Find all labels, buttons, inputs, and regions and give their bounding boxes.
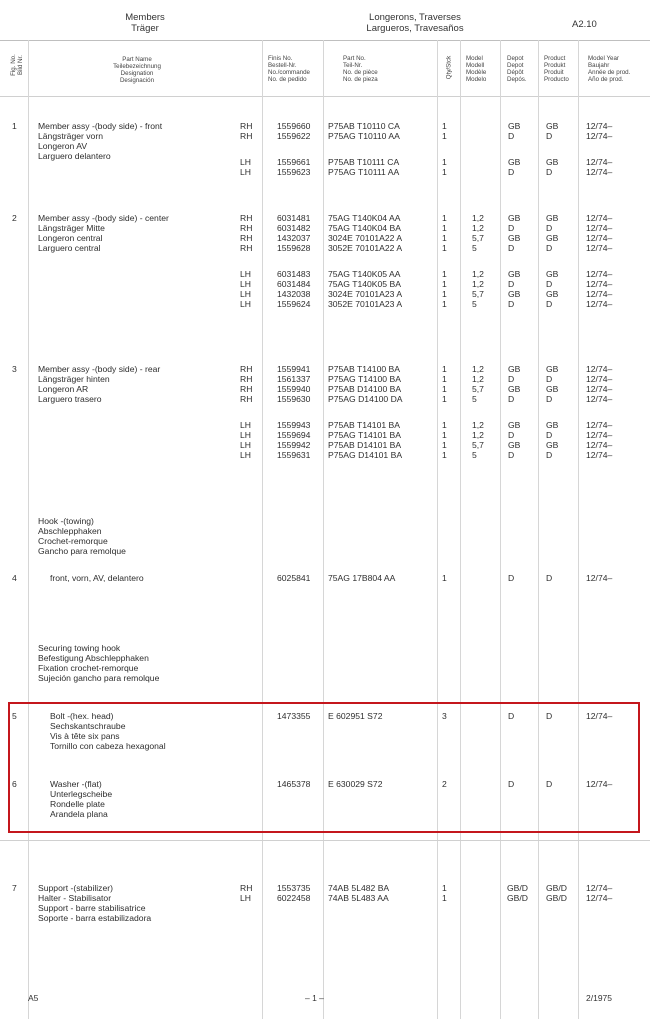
cell-side: RH xyxy=(240,131,253,141)
bolt-names: Bolt -(hex. head) Sechskantschraube Vis à tête six pans Tornillo con cabeza hexagonal xyxy=(50,711,166,751)
cell-part: 75AG T140K04 BA xyxy=(328,223,401,233)
cell-depot: D xyxy=(508,223,515,233)
cell-qty: 1 xyxy=(442,269,447,279)
cell-qty: 1 xyxy=(442,213,447,223)
cell-side: RH xyxy=(240,243,253,253)
cell-depot: GB xyxy=(508,213,521,223)
cell-model: 5,7 xyxy=(472,289,484,299)
col-qty-header: Qty/Stck xyxy=(445,55,453,80)
cell-finis: 6031481 xyxy=(277,213,311,223)
fig-number: 3 xyxy=(12,364,17,374)
support-year: 12/74– 12/74– xyxy=(586,883,613,903)
fig-number: 2 xyxy=(12,213,17,223)
cell-finis: 6031484 xyxy=(277,279,311,289)
cell-side: RH xyxy=(240,213,253,223)
cell-depot: D xyxy=(508,430,515,440)
footer-date: 2/1975 xyxy=(586,993,612,1003)
cell-side: LH xyxy=(240,299,251,309)
header-rule-top xyxy=(0,40,650,41)
part-name-line: Larguero trasero xyxy=(38,394,102,404)
part-name-line: Längsträger Mitte xyxy=(38,223,105,233)
cell-part: P75AG D14101 BA xyxy=(328,450,403,460)
cell-side: LH xyxy=(240,420,251,430)
cell-product: GB xyxy=(546,420,559,430)
cell-side: LH xyxy=(240,167,251,177)
footer-left: A5 xyxy=(28,993,39,1003)
cell-year: 12/74– xyxy=(586,131,613,141)
col-model-header: Model Modell Modèle Modelo xyxy=(466,55,487,83)
model-year: 12/74– xyxy=(586,573,613,583)
cell-product: D xyxy=(546,279,553,289)
fig-number: 6 xyxy=(12,779,17,789)
finis-no: 1473355 xyxy=(277,711,311,721)
fig-number: 5 xyxy=(12,711,17,721)
depot: D xyxy=(508,711,515,721)
part-name-line: Member assy -(body side) - center xyxy=(38,213,169,223)
cell-part: P75AG T10111 AA xyxy=(328,167,400,177)
cell-part: 75AG T140K05 AA xyxy=(328,269,401,279)
part-name-line: Member assy -(body side) - rear xyxy=(38,364,161,374)
cell-side: RH xyxy=(240,233,253,243)
cell-side: RH xyxy=(240,364,253,374)
cell-finis: 1559630 xyxy=(277,394,311,404)
cell-model: 1,2 xyxy=(472,374,484,384)
securing-names: Securing towing hook Befestigung Abschlepphaken Fixation crochet-remorque Sujeción gancho para remolque xyxy=(38,643,160,683)
header-rule-bottom xyxy=(0,96,650,97)
cell-depot: GB xyxy=(508,269,521,279)
support-qty: 1 1 xyxy=(442,883,447,903)
cell-finis: 1432038 xyxy=(277,289,311,299)
page-ref: A2.10 xyxy=(572,19,597,30)
cell-product: D xyxy=(546,430,553,440)
col-part-no-header: Part No. Teil-Nr. No. de pièce No. de pieza xyxy=(343,55,378,83)
support-depot: GB/D GB/D xyxy=(507,883,529,903)
cell-qty: 1 xyxy=(442,157,447,167)
cell-part: P75AB T10110 CA xyxy=(328,121,400,131)
cell-qty: 1 xyxy=(442,364,447,374)
col-finis-header: Finis No. Bestell-Nr. No./commande No. de pedido xyxy=(268,55,310,83)
cell-side: RH xyxy=(240,374,253,384)
cell-product: D xyxy=(546,243,553,253)
cell-finis: 6031483 xyxy=(277,269,311,279)
part-name-line: Longeron AV xyxy=(38,141,88,151)
cell-year: 12/74– xyxy=(586,394,613,404)
cell-qty: 1 xyxy=(442,243,447,253)
cell-qty: 1 xyxy=(442,450,447,460)
cell-product: D xyxy=(546,131,553,141)
cell-year: 12/74– xyxy=(586,364,613,374)
col-divider xyxy=(578,40,579,1019)
cell-product: GB xyxy=(546,121,559,131)
part-name-line: Longeron AR xyxy=(38,384,89,394)
cell-depot: D xyxy=(508,299,515,309)
cell-qty: 1 xyxy=(442,167,447,177)
cell-qty: 1 xyxy=(442,233,447,243)
cell-year: 12/74– xyxy=(586,440,613,450)
cell-model: 1,2 xyxy=(472,364,484,374)
cell-model: 5 xyxy=(472,243,477,253)
cell-side: LH xyxy=(240,289,251,299)
cell-depot: D xyxy=(508,374,515,384)
product: D xyxy=(546,779,553,789)
cell-part: P75AB T14100 BA xyxy=(328,364,400,374)
cell-part: 3024E 70101A22 A xyxy=(328,233,403,243)
cell-qty: 1 xyxy=(442,440,447,450)
cell-product: D xyxy=(546,394,553,404)
support-finis: 1553735 6022458 xyxy=(277,883,311,903)
depot: D xyxy=(508,573,515,583)
cell-year: 12/74– xyxy=(586,167,613,177)
cell-depot: GB xyxy=(508,289,521,299)
cell-part: P75AB T10111 CA xyxy=(328,157,400,167)
col-divider xyxy=(500,40,501,1019)
hook-variant: front, vorn, AV, delantero xyxy=(50,573,144,583)
cell-year: 12/74– xyxy=(586,420,613,430)
cell-part: P75AB D14100 BA xyxy=(328,384,402,394)
cell-qty: 1 xyxy=(442,131,447,141)
cell-product: D xyxy=(546,167,553,177)
cell-model: 1,2 xyxy=(472,430,484,440)
part-name-line: Larguero delantero xyxy=(38,151,111,161)
cell-depot: D xyxy=(508,394,515,404)
cell-depot: GB xyxy=(508,420,521,430)
cell-finis: 1559943 xyxy=(277,420,311,430)
product: D xyxy=(546,573,553,583)
cell-finis: 6031482 xyxy=(277,223,311,233)
cell-model: 5,7 xyxy=(472,384,484,394)
title-en: Members xyxy=(125,12,165,23)
cell-finis: 1559941 xyxy=(277,364,311,374)
cell-product: GB xyxy=(546,384,559,394)
cell-finis: 1559661 xyxy=(277,157,311,167)
part-name-line: Longeron central xyxy=(38,233,103,243)
cell-finis: 1559940 xyxy=(277,384,311,394)
cell-side: RH xyxy=(240,121,253,131)
support-names: Support -(stabilizer) Halter - Stabilisator Support - barre stabilisatrice Soporte - barra estabilizadora xyxy=(38,883,152,923)
cell-model: 5,7 xyxy=(472,233,484,243)
cell-model: 1,2 xyxy=(472,420,484,430)
cell-part: 3052E 70101A22 A xyxy=(328,243,403,253)
cell-side: RH xyxy=(240,394,253,404)
cell-part: P75AB D14101 BA xyxy=(328,440,402,450)
cell-side: LH xyxy=(240,157,251,167)
cell-product: GB xyxy=(546,233,559,243)
qty: 1 xyxy=(442,573,447,583)
cell-year: 12/74– xyxy=(586,374,613,384)
cell-depot: GB xyxy=(508,364,521,374)
product: D xyxy=(546,711,553,721)
footer-page-number: – 1 – xyxy=(305,993,324,1003)
part-no: E 602951 S72 xyxy=(328,711,383,721)
cell-depot: GB xyxy=(508,233,521,243)
part-name-line: Längsträger vorn xyxy=(38,131,103,141)
cell-qty: 1 xyxy=(442,374,447,384)
cell-year: 12/74– xyxy=(586,450,613,460)
part-name-line: Member assy -(body side) - front xyxy=(38,121,163,131)
part-no: E 630029 S72 xyxy=(328,779,383,789)
cell-depot: D xyxy=(508,131,515,141)
cell-product: D xyxy=(546,450,553,460)
cell-qty: 1 xyxy=(442,430,447,440)
cell-qty: 1 xyxy=(442,394,447,404)
cell-finis: 1559624 xyxy=(277,299,311,309)
cell-year: 12/74– xyxy=(586,289,613,299)
part-no: 75AG 17B804 AA xyxy=(328,573,396,583)
title-fr-es xyxy=(345,12,485,34)
cell-part: P75AG T10110 AA xyxy=(328,131,400,141)
title-fr: Longerons, Traverses xyxy=(369,12,461,23)
cell-year: 12/74– xyxy=(586,243,613,253)
qty: 3 xyxy=(442,711,447,721)
finis-no: 1465378 xyxy=(277,779,311,789)
model-year: 12/74– xyxy=(586,711,613,721)
cell-finis: 1559660 xyxy=(277,121,311,131)
finis-no: 6025841 xyxy=(277,573,311,583)
cell-depot: GB xyxy=(508,440,521,450)
cell-depot: GB xyxy=(508,157,521,167)
fig-number: 1 xyxy=(12,121,17,131)
cell-qty: 1 xyxy=(442,279,447,289)
part-name-line: Längsträger hinten xyxy=(38,374,110,384)
cell-side: RH xyxy=(240,223,253,233)
title-de: Träger xyxy=(131,23,159,34)
section-rule xyxy=(0,840,650,841)
depot: D xyxy=(508,779,515,789)
cell-part: 3024E 70101A23 A xyxy=(328,289,403,299)
cell-model: 5 xyxy=(472,299,477,309)
cell-part: 75AG T140K05 BA xyxy=(328,279,401,289)
cell-model: 5 xyxy=(472,450,477,460)
fig-number: 4 xyxy=(12,573,17,583)
cell-year: 12/74– xyxy=(586,213,613,223)
qty: 2 xyxy=(442,779,447,789)
cell-year: 12/74– xyxy=(586,233,613,243)
cell-year: 12/74– xyxy=(586,384,613,394)
col-part-name-header: Part Name Teilebezeichnung Designation Designación xyxy=(113,56,161,84)
cell-year: 12/74– xyxy=(586,157,613,167)
cell-side: LH xyxy=(240,430,251,440)
cell-finis: 1559942 xyxy=(277,440,311,450)
cell-finis: 1561337 xyxy=(277,374,311,384)
cell-qty: 1 xyxy=(442,121,447,131)
cell-model: 1,2 xyxy=(472,213,484,223)
cell-finis: 1559623 xyxy=(277,167,311,177)
cell-side: LH xyxy=(240,440,251,450)
cell-qty: 1 xyxy=(442,384,447,394)
cell-part: 75AG T140K04 AA xyxy=(328,213,401,223)
cell-product: GB xyxy=(546,213,559,223)
cell-side: LH xyxy=(240,269,251,279)
support-product: GB/D GB/D xyxy=(546,883,568,903)
fig-number: 7 xyxy=(12,883,17,893)
col-divider xyxy=(323,40,324,1019)
cell-product: GB xyxy=(546,289,559,299)
cell-finis: 1559694 xyxy=(277,430,311,440)
cell-part: 3052E 70101A23 A xyxy=(328,299,403,309)
cell-qty: 1 xyxy=(442,299,447,309)
cell-depot: GB xyxy=(508,121,521,131)
cell-year: 12/74– xyxy=(586,279,613,289)
col-divider xyxy=(28,40,29,1019)
cell-year: 12/74– xyxy=(586,299,613,309)
cell-depot: D xyxy=(508,450,515,460)
cell-part: P75AG T14100 BA xyxy=(328,374,401,384)
col-depot-header: Depot Depot Dépôt Depós. xyxy=(507,55,527,83)
cell-side: LH xyxy=(240,450,251,460)
col-year-header: Model Year Baujahr Année de prod. Año de prod. xyxy=(588,55,631,83)
support-part: 74AB 5L482 BA 74AB 5L483 AA xyxy=(328,883,390,903)
cell-part: P75AG T14101 BA xyxy=(328,430,401,440)
cell-depot: D xyxy=(508,279,515,289)
cell-product: GB xyxy=(546,157,559,167)
col-divider xyxy=(460,40,461,1019)
part-name-line: Larguero central xyxy=(38,243,101,253)
title-en-de xyxy=(90,12,200,34)
cell-finis: 1432037 xyxy=(277,233,311,243)
model-year: 12/74– xyxy=(586,779,613,789)
cell-qty: 1 xyxy=(442,289,447,299)
cell-model: 1,2 xyxy=(472,223,484,233)
col-divider xyxy=(538,40,539,1019)
cell-finis: 1559628 xyxy=(277,243,311,253)
cell-year: 12/74– xyxy=(586,121,613,131)
cell-qty: 1 xyxy=(442,223,447,233)
cell-year: 12/74– xyxy=(586,223,613,233)
cell-product: D xyxy=(546,223,553,233)
cell-part: P75AG D14100 DA xyxy=(328,394,403,404)
col-divider xyxy=(262,40,263,1019)
col-product-header: Product Produkt Produit Producto xyxy=(544,55,569,83)
title-es: Largueros, Travesaños xyxy=(366,23,464,34)
cell-model: 5 xyxy=(472,394,477,404)
cell-depot: GB xyxy=(508,384,521,394)
hook-names: Hook -(towing) Abschlepphaken Crochet-remorque Gancho para remolque xyxy=(38,516,126,556)
cell-product: D xyxy=(546,374,553,384)
col-fig-header: Fig. No. Bild Nr. xyxy=(10,54,24,76)
cell-model: 5,7 xyxy=(472,440,484,450)
cell-product: D xyxy=(546,299,553,309)
cell-finis: 1559631 xyxy=(277,450,311,460)
cell-side: LH xyxy=(240,279,251,289)
cell-product: GB xyxy=(546,269,559,279)
cell-part: P75AB T14101 BA xyxy=(328,420,400,430)
cell-qty: 1 xyxy=(442,420,447,430)
cell-side: RH xyxy=(240,384,253,394)
col-divider xyxy=(437,40,438,1019)
cell-year: 12/74– xyxy=(586,430,613,440)
cell-finis: 1559622 xyxy=(277,131,311,141)
cell-model: 1,2 xyxy=(472,269,484,279)
cell-depot: D xyxy=(508,243,515,253)
cell-product: GB xyxy=(546,364,559,374)
cell-model: 1,2 xyxy=(472,279,484,289)
washer-names: Washer -(flat) Unterlegscheibe Rondelle plate Arandela plana xyxy=(50,779,113,819)
cell-product: GB xyxy=(546,440,559,450)
support-sides: RH LH xyxy=(240,883,253,903)
cell-depot: D xyxy=(508,167,515,177)
cell-year: 12/74– xyxy=(586,269,613,279)
